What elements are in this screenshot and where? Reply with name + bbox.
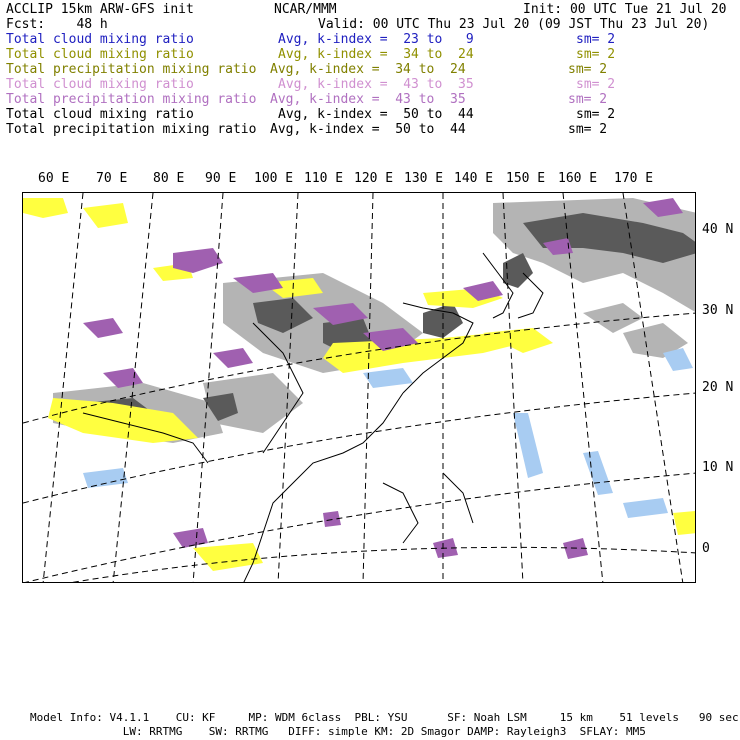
lon-label: 150 E bbox=[506, 171, 546, 186]
legend-avg: Avg, k-index = 23 to 9 bbox=[278, 32, 474, 47]
legend-sm: sm= 2 bbox=[576, 107, 616, 122]
lon-label: 110 E bbox=[304, 171, 344, 186]
legend-avg: Avg, k-index = 50 to 44 bbox=[270, 122, 466, 137]
model-title: ACCLIP 15km ARW-GFS init bbox=[6, 2, 194, 17]
lat-label: 0 bbox=[702, 541, 710, 556]
center-name: NCAR/MMM bbox=[274, 2, 337, 17]
legend-row bbox=[6, 62, 736, 77]
lat-label: 30 N bbox=[702, 303, 734, 318]
lon-label: 120 E bbox=[354, 171, 394, 186]
legend-label: Total cloud mixing ratio bbox=[6, 107, 194, 122]
lat-label: 40 N bbox=[702, 222, 734, 237]
legend-label: Total precipitation mixing ratio bbox=[6, 92, 257, 107]
legend-label: Total cloud mixing ratio bbox=[6, 77, 194, 92]
lon-label: 80 E bbox=[153, 171, 185, 186]
legend-sm: sm= 2 bbox=[568, 92, 608, 107]
lon-label: 100 E bbox=[254, 171, 294, 186]
map-field bbox=[23, 193, 696, 583]
legend-avg: Avg, k-index = 50 to 44 bbox=[278, 107, 474, 122]
forecast-hour: Fcst: 48 h bbox=[6, 17, 108, 32]
legend-sm: sm= 2 bbox=[576, 32, 616, 47]
lon-label: 160 E bbox=[558, 171, 598, 186]
legend-label: Total precipitation mixing ratio bbox=[6, 122, 257, 137]
lat-label: 20 N bbox=[702, 380, 734, 395]
lon-label: 70 E bbox=[96, 171, 128, 186]
legend-row bbox=[6, 32, 736, 47]
legend-avg: Avg, k-index = 34 to 24 bbox=[278, 47, 474, 62]
lon-label: 90 E bbox=[205, 171, 237, 186]
lon-label: 130 E bbox=[404, 171, 444, 186]
footer-physics: LW: RRTMG SW: RRTMG DIFF: simple KM: 2D Smagor DAMP: Rayleigh3 SFLAY: MM5 bbox=[30, 725, 646, 738]
legend-sm: sm= 2 bbox=[568, 62, 608, 77]
legend-sm: sm= 2 bbox=[568, 122, 608, 137]
legend-row bbox=[6, 122, 736, 137]
legend-avg: Avg, k-index = 43 to 35 bbox=[278, 77, 474, 92]
footer-model-info: Model Info: V4.1.1 CU: KF MP: WDM 6class PBL: YSU SF: Noah LSM 15 km 51 levels 90 sec bbox=[30, 711, 739, 724]
lon-label: 170 E bbox=[614, 171, 654, 186]
lon-label: 140 E bbox=[454, 171, 494, 186]
legend-row bbox=[6, 77, 736, 92]
legend-avg: Avg, k-index = 34 to 24 bbox=[270, 62, 466, 77]
legend-label: Total cloud mixing ratio bbox=[6, 32, 194, 47]
lon-label: 60 E bbox=[38, 171, 70, 186]
legend-sm: sm= 2 bbox=[576, 47, 616, 62]
legend-row bbox=[6, 107, 736, 122]
map-panel bbox=[22, 192, 696, 583]
legend-row bbox=[6, 92, 736, 107]
lat-label: 10 N bbox=[702, 460, 734, 475]
valid-time: Valid: 00 UTC Thu 23 Jul 20 (09 JST Thu 23 Jul 20) bbox=[318, 17, 710, 32]
init-time: Init: 00 UTC Tue 21 Jul 20 bbox=[523, 2, 727, 17]
legend-sm: sm= 2 bbox=[576, 77, 616, 92]
legend-label: Total cloud mixing ratio bbox=[6, 47, 194, 62]
legend-row bbox=[6, 47, 736, 62]
legend-label: Total precipitation mixing ratio bbox=[6, 62, 257, 77]
legend-avg: Avg, k-index = 43 to 35 bbox=[270, 92, 466, 107]
